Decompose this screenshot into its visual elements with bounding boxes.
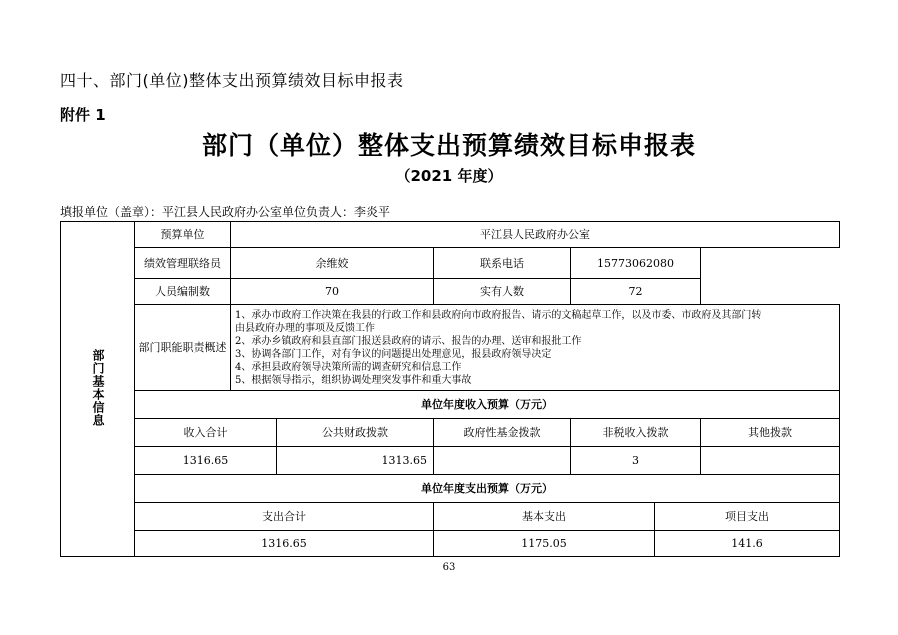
- side-label: 部门基本信息: [91, 348, 105, 427]
- budget-unit-value: 平江县人民政府办公室: [231, 222, 840, 248]
- expense-val-basic: 1175.05: [434, 531, 655, 557]
- row-expense-cols: [61, 503, 840, 531]
- duty-line: 5、根据领导指示，组织协调处理突发事件和重大事故: [235, 374, 472, 386]
- row-income-cols: [61, 419, 840, 447]
- attachment-label: 附件 1: [60, 106, 106, 124]
- section-heading: 四十、部门(单位)整体支出预算绩效目标申报表: [60, 71, 404, 90]
- expense-head: 单位年度支出预算（万元）: [135, 475, 840, 503]
- contact-value: 余维姣: [231, 248, 434, 279]
- income-col-fund: 政府性基金拨款: [434, 419, 571, 447]
- filler-info: 填报单位（盖章）：平江县人民政府办公室单位负责人：李炎平: [60, 205, 391, 219]
- duty-line: 3、协调各部门工作，对有争议的问题提出处理意见，报县政府领导决定: [235, 348, 552, 360]
- duty-line: 2、承办乡镇政府和县直部门报送县政府的请示、报告的办理、送审和报批工作: [235, 335, 582, 347]
- row-expense-head: [61, 475, 840, 503]
- income-val-nontax: 3: [571, 447, 701, 475]
- income-col-public: 公共财政拨款: [277, 419, 434, 447]
- budget-form-table: [60, 221, 840, 557]
- row-contact: [61, 248, 840, 279]
- income-val-public: 1313.65: [277, 447, 434, 475]
- duty-line: 4、承担县政府领导决策所需的调查研究和信息工作: [235, 361, 462, 373]
- income-col-total: 收入合计: [135, 419, 277, 447]
- duty-line: 由县政府办理的事项及反馈工作: [235, 322, 375, 334]
- income-val-fund: [434, 447, 571, 475]
- duties-text: [231, 305, 840, 391]
- row-income-vals: [61, 447, 840, 475]
- actual-label: 实有人数: [434, 279, 571, 305]
- row-duties: [61, 305, 840, 391]
- page-number: 63: [442, 562, 456, 573]
- income-head: 单位年度收入预算（万元）: [135, 391, 840, 419]
- budget-unit-label: 预算单位: [135, 222, 231, 248]
- phone-label: 联系电话: [434, 248, 571, 279]
- income-val-other: [701, 447, 840, 475]
- income-val-total: 1316.65: [135, 447, 277, 475]
- expense-col-basic: 基本支出: [434, 503, 655, 531]
- row-budget-unit: [61, 222, 840, 248]
- actual-value: 72: [571, 279, 701, 305]
- expense-col-project: 项目支出: [655, 503, 840, 531]
- income-col-nontax: 非税收入拨款: [571, 419, 701, 447]
- duty-line: 1、承办市政府工作决策在我县的行政工作和县政府向市政府报告、请示的文稿起草工作，以及市委、市政府及其部门转: [235, 309, 762, 321]
- contact-label: 绩效管理联络员: [135, 248, 231, 279]
- expense-col-total: 支出合计: [135, 503, 434, 531]
- side-label-cell: [61, 222, 135, 557]
- phone-value: 15773062080: [571, 248, 701, 279]
- document-year: （2021 年度）: [395, 167, 503, 185]
- row-staff: [61, 279, 840, 305]
- staff-label: 人员编制数: [135, 279, 231, 305]
- duties-label: 部门职能职责概述: [135, 305, 231, 391]
- staff-value: 70: [231, 279, 434, 305]
- document-title: 部门（单位）整体支出预算绩效目标申报表: [201, 131, 696, 160]
- row-income-head: [61, 391, 840, 419]
- row-expense-vals: [61, 531, 840, 557]
- expense-val-total: 1316.65: [135, 531, 434, 557]
- income-col-other: 其他拨款: [701, 419, 840, 447]
- expense-val-project: 141.6: [655, 531, 840, 557]
